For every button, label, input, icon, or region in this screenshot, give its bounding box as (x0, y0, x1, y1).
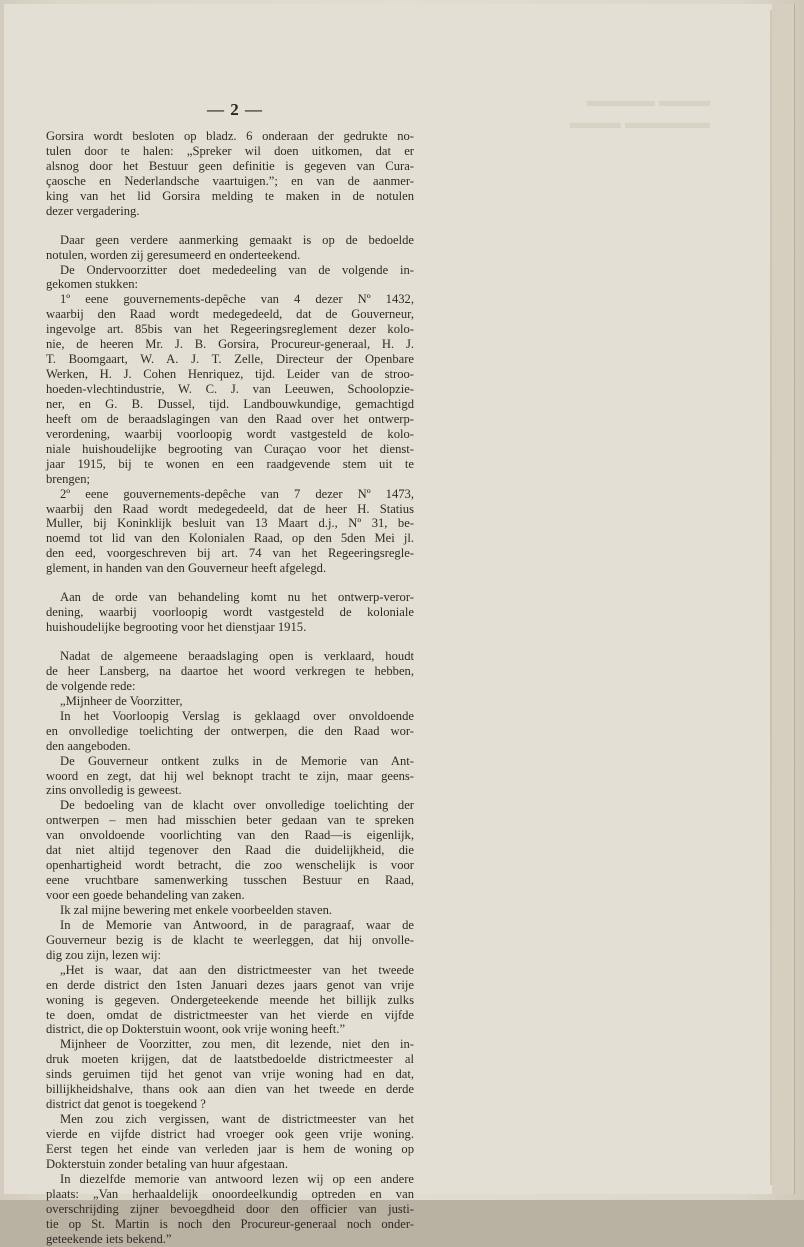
text-line: druk moeten krijgen, dat de laatstbedoelde districtmeester al (46, 1052, 414, 1067)
text-line: district, die op Dokterstuin woont, ook vrije woning heeft.” (46, 1022, 346, 1037)
paragraph (46, 694, 414, 709)
paragraph (46, 263, 414, 293)
text-line: niale huishoudelijke begrooting van Curaçao voor het dienst- (46, 441, 414, 456)
text-line: de heer Lansberg, na daartoe het woord verkregen te hebben, (46, 663, 414, 678)
text-line: „Het is waar, dat aan den districtmeester van het tweede (60, 962, 414, 977)
text-line: vierde en vijfde district had vroeger ook geen vrije woning. (46, 1127, 414, 1141)
text-line: den eed, voorgeschreven bij art. 74 van het Regeeringsregle- (46, 546, 414, 561)
text-line: plaats: „Van herhaaldelijk onoordeelkundig optreden en van (46, 1186, 414, 1201)
text-line: hoeden-vlechtindustrie, W. C. J. van Leeuwen, Schoolopzie- (46, 382, 414, 396)
text-line: In de Memorie van Antwoord, in de paragraaf, waar de (60, 917, 414, 932)
text-line: dig zou zijn, lezen wij: (46, 947, 162, 962)
paragraph (46, 129, 414, 219)
text-line: Men zou zich vergissen, want de districtmeester van het (60, 1112, 414, 1127)
paragraph-gap (46, 219, 414, 233)
text-line: notulen, worden zij geresumeerd en onderteekend. (46, 247, 301, 262)
text-line: billijkheidshalve, thans ook aan dien van het tweede en derde (46, 1082, 414, 1097)
text-line: geteekende iets bekend.” (46, 1231, 172, 1246)
paragraph (46, 798, 414, 903)
paragraph (46, 233, 414, 263)
text-line: 2º eene gouvernements-depêche van 7 dezer Nº 1473, (60, 486, 414, 501)
text-line: Daar geen verdere aanmerking gemaakt is op de bedoelde (60, 232, 414, 247)
text-line: overschrijding zijner bevoegdheid door den officier van justi- (46, 1201, 414, 1216)
paragraph (46, 1037, 414, 1112)
text-line: 1º eene gouvernements-depêche van 4 dezer Nº 1432, (60, 292, 414, 307)
paragraph (46, 292, 414, 486)
text-line: openhartigheid wordt betracht, die zoo wenschelijk is voor (46, 858, 414, 873)
text-line: woning is gegeven. Ondergeteekende meende het billijk zulks (46, 992, 414, 1007)
text-line: glement, in handen van den Gouverneur heeft afgelegd. (46, 561, 327, 576)
text-line: brengen; (46, 471, 91, 486)
paragraph-gap (46, 576, 414, 590)
text-line: en onvolledige toelichting der ontwerpen, die den Raad wor- (46, 723, 414, 738)
text-line: gekomen stukken: (46, 277, 138, 292)
text-line: In het Voorloopig Verslag is geklaagd over onvoldoende (60, 708, 414, 723)
text-line: alsnog door het Bestuur geen definitie is gegeven van Cura- (46, 158, 414, 173)
text-line: Muller, bij Koninklijk besluit van 13 Maart d.j., Nº 31, be- (46, 516, 414, 531)
text-line: verordening, waarbij voorloopig wordt vastgesteld de kolo- (46, 426, 414, 441)
text-line: woord en zegt, dat hij wel beknopt tracht te zijn, maar geens- (46, 768, 414, 783)
text-line: dezer vergadering. (46, 203, 140, 218)
text-line: zins onvolledig is geweest. (46, 783, 182, 798)
paragraph (46, 903, 414, 918)
paragraph (46, 754, 414, 799)
text-line: de volgende rede: (46, 678, 136, 693)
text-line: In diezelfde memorie van antwoord lezen wij op een andere (60, 1171, 414, 1186)
text-line: Dokterstuin zonder betaling van huur afgestaan. (46, 1156, 288, 1171)
text-line: Mijnheer de Voorzitter, zou men, dit lezende, niet den in- (60, 1037, 414, 1052)
bleed-through-shadow: ▬▬▬ ▬▬▬▬ ▬▬▬▬▬ ▬▬▬ (569, 91, 710, 132)
text-line: De Gouverneur ontkent zulks in de Memorie van Ant- (60, 753, 414, 768)
text-line: Gouverneur bezig is de klacht te weerleggen, dat hij onvolle- (46, 932, 414, 947)
text-line: waarbij den Raad wordt medegedeeld, dat de heer H. Statius (46, 501, 414, 516)
text-line: De bedoeling van de klacht over onvolledige toelichting der (60, 798, 414, 813)
text-line: Gorsira wordt besloten op bladz. 6 onderaan der gedrukte no- (46, 129, 414, 143)
paragraph (46, 487, 414, 577)
paragraph (46, 709, 414, 754)
text-line: eene vruchtbare samenwerking tusschen Bestuur en Raad, (46, 873, 414, 888)
text-line: Eerst tegen het einde van verleden jaar is hem de woning op (46, 1141, 414, 1156)
text-line: nie, de heeren Mr. J. B. Gorsira, Procureur-generaal, H. J. (46, 337, 414, 352)
text-line: noemd tot lid van den Kolonialen Raad, op den 5den Mei jl. (46, 531, 414, 546)
text-line: çaosche en Nederlandsche vaartuigen.”; en van de aanmer- (46, 173, 414, 188)
paragraph (46, 649, 414, 694)
paragraph (46, 1112, 414, 1172)
text-line: Aan de orde van behandeling komt nu het ontwerp-veror- (60, 590, 414, 605)
text-line: tulen door te halen: „Spreker wil doen uitkomen, dat er (46, 143, 414, 158)
paragraph (46, 590, 414, 635)
paragraph (46, 963, 414, 1038)
text-line: ingevolge art. 85bis van het Regeeringsreglement dezer kolo- (46, 322, 414, 337)
page-fold-strip (772, 4, 794, 1194)
text-line: De Ondervoorzitter doet mededeeling van de volgende in- (60, 262, 414, 277)
text-line: dening, waarbij voorloopig wordt vastgesteld de koloniale (46, 605, 414, 620)
text-line: waarbij den Raad wordt medegedeeld, dat de Gouverneur, (46, 307, 414, 322)
text-line: ontwerpen – men had misschien beter gedaan van te spreken (46, 813, 414, 828)
text-line: voor een goede behandeling van zaken. (46, 888, 245, 902)
text-line: dat niet altijd tegenover den Raad die duidelijkheid, die (46, 843, 414, 858)
paragraph-gap (46, 635, 414, 649)
page-fold-line (770, 10, 772, 1185)
text-line: T. Boomgaart, W. A. J. T. Zelle, Directeur der Openbare (46, 352, 414, 367)
text-line: en derde district den 1sten Januari dezes jaars genot van vrije (46, 977, 414, 992)
text-line: heeft om de beraadslagingen van den Raad over het ontwerp- (46, 411, 414, 426)
text-line: king van het lid Gorsira melding te maken in de notulen (46, 188, 414, 203)
body-text (46, 129, 414, 1247)
text-line: district dat genot is toegekend ? (46, 1097, 206, 1112)
text-line: ner, en G. B. Dussel, tijd. Landbouwkundige, gemachtigd (46, 396, 414, 411)
page-number: — 2 — (207, 100, 263, 119)
text-line: tie op St. Martin is noch den Procureur-generaal noch onder- (46, 1216, 414, 1231)
text-line: sinds geruimen tijd het genot van vrije woning had en dat, (46, 1067, 414, 1082)
text-line: jaar 1915, bij te wonen en een raadgevende stem uit te (46, 456, 414, 471)
text-line: te doen, omdat de districtmeester van het vierde en vijfde (46, 1007, 414, 1022)
paragraph (46, 918, 414, 963)
paragraph (46, 1172, 414, 1247)
text-line: Werken, H. J. Cohen Henriquez, tijd. Leider van de stroo- (46, 367, 414, 382)
text-line: Nadat de algemeene beraadslaging open is verklaard, houdt (60, 649, 414, 663)
text-line: „Mijnheer de Voorzitter, (60, 693, 183, 708)
text-line: huishoudelijke begrooting voor het dienstjaar 1915. (46, 620, 307, 635)
text-line: van onvoldoende voorlichting van den Raad—is eigenlijk, (46, 828, 414, 843)
text-line: Ik zal mijne bewering met enkele voorbeelden staven. (60, 902, 333, 917)
text-line: den aangeboden. (46, 738, 131, 753)
